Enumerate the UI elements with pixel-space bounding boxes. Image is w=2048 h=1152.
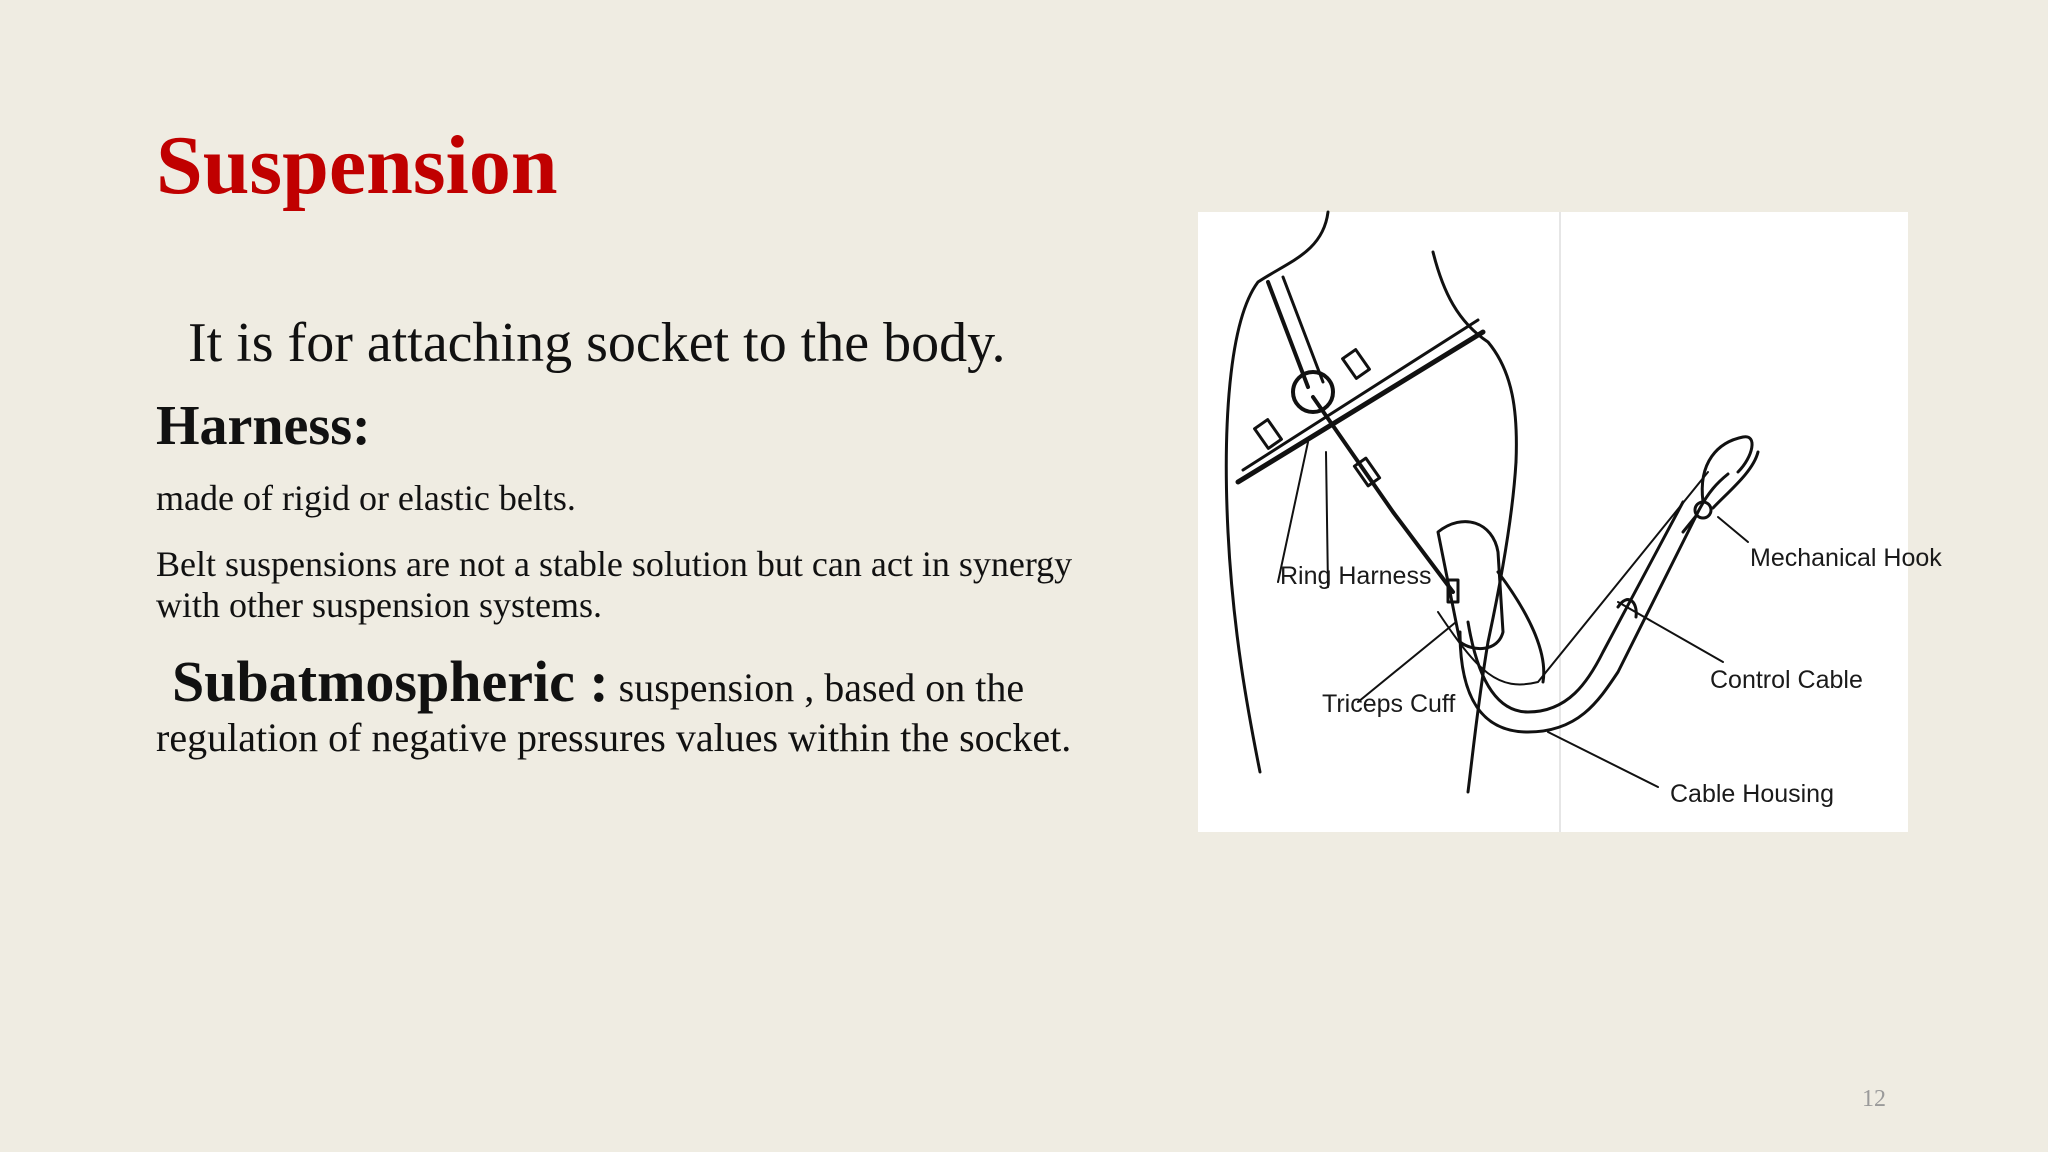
harness-heading: Harness: — [156, 395, 371, 458]
harness-ring — [1293, 372, 1333, 412]
body-outline — [1226, 212, 1328, 772]
diagram-svg — [1198, 212, 1942, 832]
subatmospheric-paragraph — [156, 649, 1096, 762]
slide-title: Suspension — [156, 119, 558, 212]
label-cable-housing: Cable Housing — [1670, 780, 1834, 808]
subatmospheric-heading: Subatmospheric : — [172, 648, 609, 714]
intro-text: It is for attaching socket to the body. — [188, 312, 1006, 374]
label-control-cable: Control Cable — [1710, 666, 1863, 694]
harness-description-1: made of rigid or elastic belts. — [156, 478, 576, 519]
subatmospheric-text: suspension , based on the regulation of negative pressures values within the socket. — [156, 664, 1072, 761]
page-number: 12 — [1862, 1086, 1886, 1112]
label-triceps-cuff: Triceps Cuff — [1322, 690, 1456, 718]
label-ring-harness: Ring Harness — [1280, 562, 1432, 590]
harness-description-2: Belt suspensions are not a stable solution but can act in synergy with other suspension systems. — [156, 543, 1073, 626]
prosthesis-harness-diagram — [1198, 212, 1942, 832]
label-mechanical-hook: Mechanical Hook — [1750, 544, 1942, 572]
slide-body — [156, 310, 1096, 761]
